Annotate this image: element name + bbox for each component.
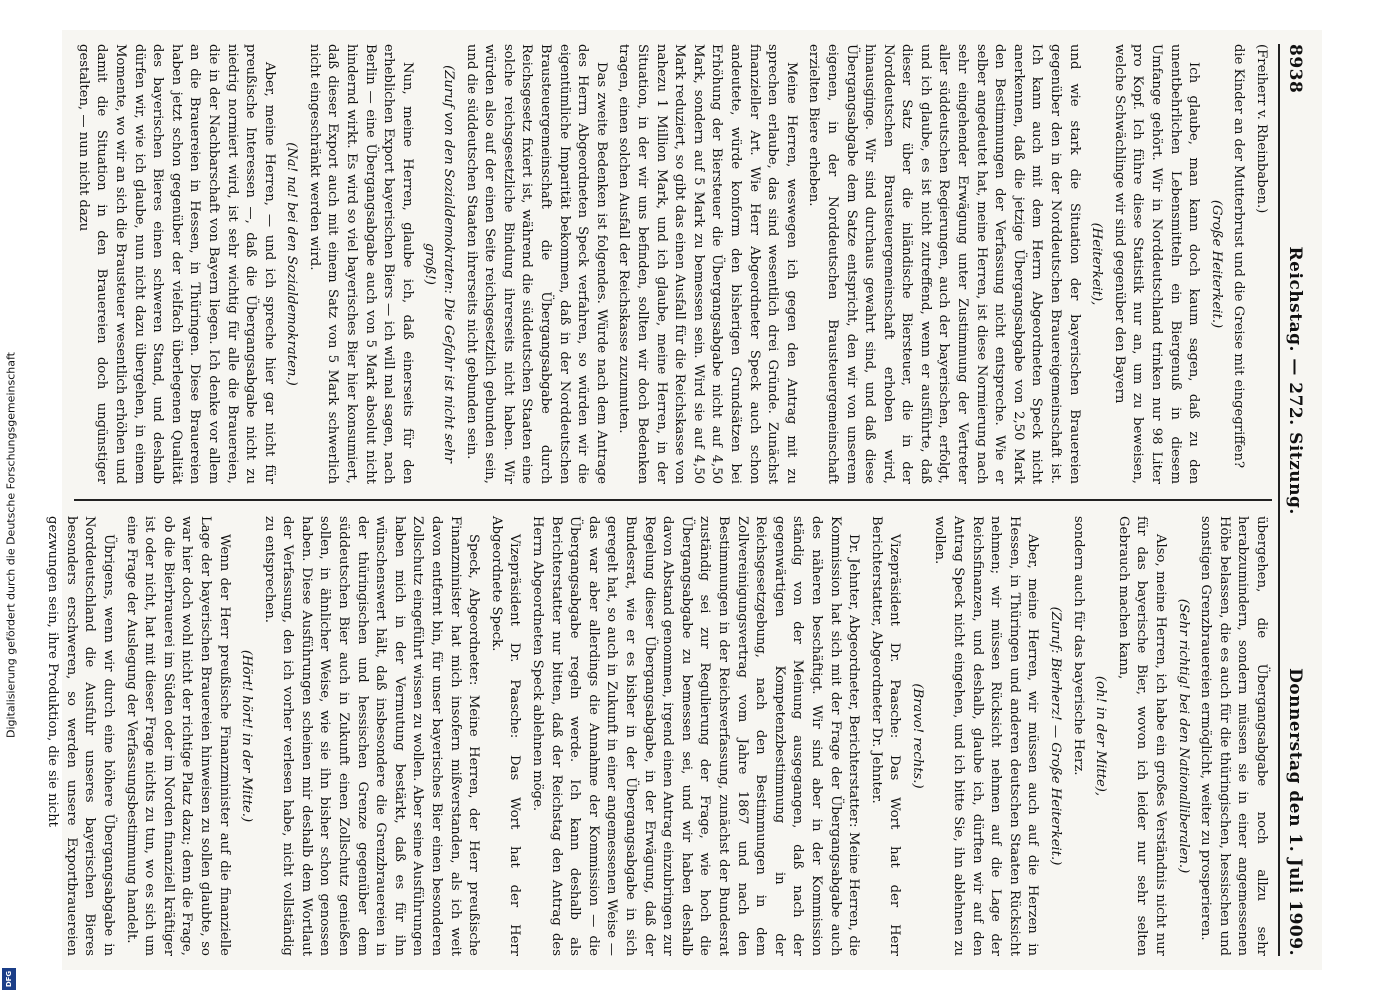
paragraph: Ich glaube, man kann doch kaum sagen, daß zu den unentbehrlichen Lebensmitteln ein Biergenuß in diesem Umfange gehört. Wir in Norddeutschland trinken nur 98 Liter pro Kopf. Ich führe diese Statistik nur an, um zu beweisen, welche Schwächlinge wir sind gegenüber den Bayern [1111,44,1201,484]
newspaper-page [44,30,1322,970]
paragraph: Also, meine Herren, ich habe ein großes Verständnis nicht nur für das bayerische Bier, wovon ich leider nur sehr selten Gebrauch machen kann, [1115,516,1168,956]
interjection: (Große Heiterkeit.) [1208,199,1224,329]
interjection: (Heiterkeit), [1088,222,1104,306]
interjection: (oh! in der Mitte), [1092,675,1108,797]
paragraph: Übrigens, wenn wir durch eine höhere Übergangsabgabe in Norddeutschland die Ausfuhr unseres bayerischen Bieres besonders erschweren, so werden unsere Exportbrauereien gezwungen sein, ihre Produktion, die sie nicht [44,516,116,956]
speaker-paragraph: Speck, Abgeordneter: Meine Herren, der Herr preußische Finanzminister hat mich insofern mißverstanden, als ich weit davon entfernt bin, für unser bayerisches Bier einen besonderen Zollschutz eingeführt wissen zu wollen. Aber seine Ausführungen haben mich in der Vermutung bestärkt, daß es für ihn wünschenswert hält, daß insbesondere die Grenzbrauereien in der thüringischen und hessischen Grenze gegenüber dem süddeutschen Bier auch in Zukunft einen Zollschutz genießen sollen, in ähnlicher Weise, wie sie ihn bisher schon genossen haben. Diese Ausführungen scheinen mir deshalb dem Wortlaut der Verfassung, den ich vorher verlesen habe, nicht vollständig zu entsprechen. [261,516,481,956]
paragraph: sondern auch für das bayerische Herz. [1070,516,1086,776]
paragraph: Aber, meine Herren, — und ich spreche hier gar nicht für preußische Interessen —, daß die Übergangsabgabe nicht zu niedrig normiert wird, ist sehr wichtig für alle die Brauereien, die in der Nachbarschaft von Bayern liegen. Ich denke vor allem an die Brauereien in Hessen, in Thüringen. Diese Brauereien haben jetzt schon gegenüber der vielfach überlegenen Qualität des bayerischen Bieres einen schweren Stand, und deshalb dürfen wir, wie ich glaube, nun nicht dazu übergehen, in einem Momente, wo wir an sich die Brausteuer wesentlich erhöhen und damit die Situation in den Brauereien doch ungünstiger gestalten, — nun nicht dazu [75,44,277,484]
paragraph: und wie stark die Situation der bayerischen Brauereien gegenüber den in der Norddeutschen Brauereigemeinschaft ist. Ich kann auch mit dem Herrn Abgeordneten Speck nicht anerkennen, daß die jetzige Übergangsabgabe von 2,50 Mark den Bestimmungen der Verfassung nicht entspreche. Wie er selber angedeutet hat, meine Herren, ist diese Normierung nach sehr eingehender Erwägung unter Zustimmung der Vertreter aller süddeutschen Regierungen, auch der bayerischen, erfolgt, und ich glaube, es ist nicht zutreffend, wenn er ausführte, daß dieser Satz über die inländische Biersteuer, die in der Norddeutschen Brausteuergemeinschaft erhoben wird, hinausginge. Wir sind durchaus gewahrt sind, und daß diese Übergangsabgabe dem Satze entspricht, den wir von unserem eigenen, in der Norddeutschen Brausteuergemeinschaft erzielten Biere erheben. [805,44,1082,484]
interjection: (Zuruf: Bierherz! — Große Heiterkeit.) [1047,606,1063,866]
speaker-paragraph: Vizepräsident Dr. Paasche: Das Wort hat der Herr Abgeordnete Speck. [488,516,522,956]
paragraph: Nun, meine Herren, glaube ich, daß einerseits für den erheblichen Export bayerischen Biers — ich will mal sagen, nach Berlin — eine Übergangsabgabe auch von 5 Mark absolut nicht hindernd wirkt. Es wird so viel bayerisches Bier hier konsumiert, daß dieser Export auch mit einem Satz von 5 Mark schwerlich nicht eingeschränkt werden wird. [306,44,415,484]
dfg-logo-icon [2,968,16,990]
left-column [76,44,1270,484]
page-number: 8938 [1284,44,1305,94]
paragraph: Meine Herren, weswegen ich gegen den Antrag mit zu sprechen erlaube, das sind wesentlich drei Gründe. Zunächst finanzieller Art. Wie Herr Abgeordneter Speck auch schon andeutete, würde konform den bisherigen Grundsätzen bei Erhöhung der Biersteuer die Übergangsabgabe nicht auf 4,50 Mark, sondern auf 5 Mark zu bemessen sein. Wird sie auf 4,50 Mark reduziert, so gibt das einen Ausfall für die Reichskasse von nahezu 1 Million Mark, und ich glaube, meine Herren, in der Situation, in der wir uns befinden, sollten wir doch Bedenken tragen, einen solchen Ausfall der Reichskasse zuzumuten. [615,44,799,484]
interjection: (Zuruf von den Sozialdemokraten: Die Gefahr ist nicht sehr groß!) [421,65,456,463]
speaker-paragraph: Vizepräsident Dr. Paasche: Das Wort hat der Herr Berichterstatter, Abgeordneter Dr. Jehnter. [868,516,902,956]
paragraph: Aber, meine Herren, wir müssen auch auf die Herzen in Hessen, in Thüringen und anderen deutschen Staaten Rücksicht nehmen; wir müssen Rücksicht nehmen auf die Lage der Reichsfinanzen, und deshalb, glaube ich, dürften wir auf den Antrag Speck nicht eingehen, und ich bitte Sie, ihn ablehnen zu wollen. [932,516,1040,956]
dfg-logo-text: DFG [5,970,13,988]
interjection: (Hört! hört! in der Mitte.) [238,649,254,823]
paragraph: die Kinder an der Mutterbrust und die Greise mit eingegriffen? [1230,44,1246,469]
column-divider [74,499,1272,501]
paragraph: Wenn der Herr preußische Finanzminister auf die finanzielle Lage der bayerischen Brauereien hinweisen zu sollen glaubte, so war hier doch wohl nicht der richtige Platz dazu; denn die Frage, ob die Bierbrauerei im Süden oder im Norden finanziell kräftiger ist oder nicht, hat mit dieser Frage nichts zu tun, wo es sich um eine Frage der Auslegung der Verfassungsbestimmung handelt. [123,516,232,956]
interjection: (Bravo! rechts.) [909,683,925,789]
paragraph: Das zweite Bedenken ist folgendes. Würde nach dem Antrage des Herrn Abgeordneten Speck verfahren, so würden wir die eigentümliche Imparität bekommen, daß in der Norddeutschen Brausteuergemeinschaft die Übergangsabgabe durch Reichsgesetz fixiert ist, während die süddeutschen Staaten eine solche reichsgesetzliche Bindung ihrerseits nicht haben. Wir würden also auf der einen Seite reichsgesetzlich gebunden sein, und die süddeutschen Staaten ihrerseits nicht gebunden sein. [463,44,609,484]
digitization-note-text: Digitalisierung gefördert durch die Deutsche Forschungsgemeinschaft [4,352,18,738]
speaker-tag: (Freiherr v. Rheinbaben.) [1253,44,1269,214]
interjection: (Sehr richtig! bei den Nationalliberalen.) [1175,598,1191,874]
session-title: Reichstag. — 272. Sitzung. [1284,246,1305,515]
page-header [1278,44,1310,956]
speaker-paragraph: Dr. Jehnter, Abgeordneter, Berichterstatter: Meine Herren, die Kommission hat sich mit der Frage der Übergangsabgabe auch des näheren beschäftigt. Wir sind aber in der Kommission ständig von der Meinung ausgegangen, daß nach der gegenwärtigen Kompetenzbestimmung in der Reichsgesetzgebung, nach den Bestimmungen in dem Zollvereinigungsvertrag vom Jahre 1867 und nach den Bestimmungen in der Reichsverfassung, zunächst der Bundesrat zuständig sei zur Regulierung der Frage, wie hoch die Übergangsabgabe zu bemessen sei, und wir haben deshalb davon Abstand genommen, irgend einen Antrag einzubringen zur Regelung dieser Übergangsabgabe, in der Erwägung, daß der Bundesrat, wie er es bisher in der Übergangsabgabe in sich geregelt hat, so auch in Zukunft in einer angemessenen Weise — das war aber allerdings die Annahme der Kommission — die Übergangsabgabe regeln werde. Ich kann deshalb als Berichterstatter nur bitten, daß der Reichstag den Antrag des Herrn Abgeordneten Speck ablehnen möge. [529,516,861,956]
paragraph: übergehen, die Übergangsabgabe noch allzu sehr herabzumindern, sondern müssen sie in einer angemessenen Höhe belassen, die es auch für die thüringischen, hessischen und sonstigen Grenzbrauereien ermöglicht, weiter zu prosperieren. [1197,516,1269,956]
right-column [44,516,1270,956]
digitization-note [4,120,18,970]
interjection: (Na! na! bei den Sozialdemokraten.) [283,142,299,386]
session-date: Donnerstag den 1. Juli 1909. [1284,668,1305,956]
